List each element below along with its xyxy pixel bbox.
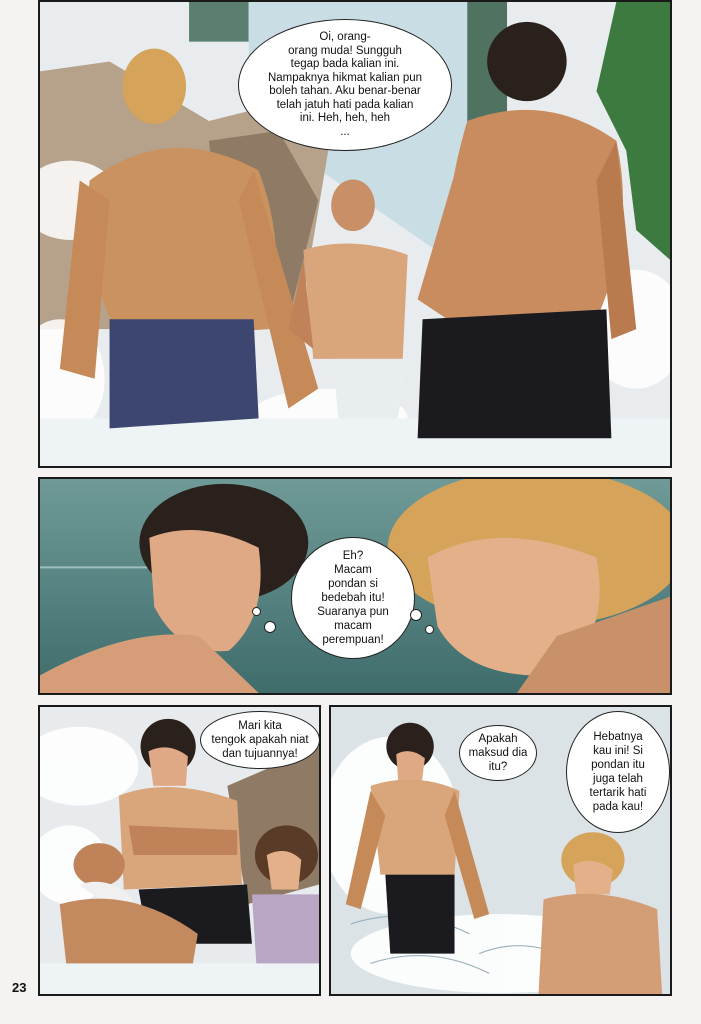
page-number: 23: [12, 980, 27, 995]
speech-bubble-oi-orang: [238, 19, 452, 151]
thought-dot: [410, 609, 422, 621]
speech-bubble-mari-kita: [200, 711, 320, 769]
panel-2: [38, 477, 672, 695]
thought-dot: [264, 621, 276, 633]
thought-dot: [252, 607, 261, 616]
panel-1: [38, 0, 672, 468]
thought-dot: [425, 625, 434, 634]
thought-text-pondan: Eh? Macam pondan si bedebah itu! Suaranya pun macam perempuan!: [317, 550, 389, 646]
panel-3: [38, 705, 321, 996]
speech-text-hebatnya: Hebatnya kau ini! Si pondan itu juga telah tertarik hati pada kau!: [589, 731, 647, 813]
speech-text-mari-kita: Mari kita tengok apakah niat dan tujuannya!: [211, 720, 309, 760]
speech-bubble-apakah: [459, 725, 537, 781]
thought-bubble-pondan: [291, 537, 415, 659]
speech-text-apakah: Apakah maksud dia itu?: [468, 733, 528, 773]
speech-text-oi-orang: Oi, orang- orang muda! Sungguh tegap bada kalian ini. Nampaknya hikmat kalian pun boleh tahan. Aku benar-benar telah jatuh hati pada kalian ini. Heh, heh, heh ...: [267, 31, 423, 138]
panel-4: [329, 705, 672, 996]
speech-bubble-hebatnya: [566, 711, 670, 833]
